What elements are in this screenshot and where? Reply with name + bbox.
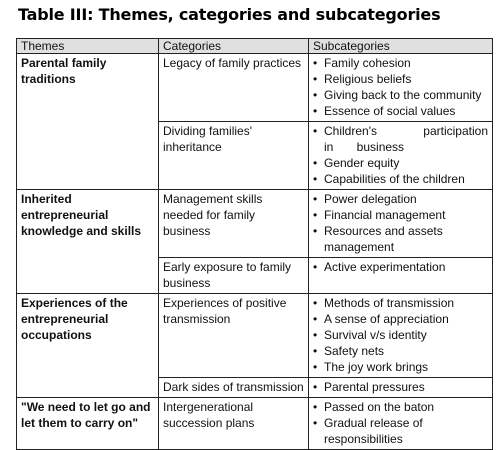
- list-item: [313, 295, 488, 311]
- list-item: [313, 415, 488, 447]
- bullet-icon: •: [313, 224, 318, 238]
- category-cell: Experiences of positive transmission: [159, 294, 309, 378]
- category-cell: Dark sides of transmission: [159, 378, 309, 398]
- subcategory-label: Survival v/s identity: [324, 328, 427, 342]
- list-item: [313, 155, 488, 171]
- bullet-icon: •: [313, 192, 318, 206]
- bullet-icon: •: [313, 208, 318, 222]
- subcategory-label: Power delegation: [324, 192, 417, 206]
- table-header: [17, 39, 493, 54]
- table-title: Table III: Themes, categories and subcategories: [18, 5, 441, 24]
- subcategory-list: [313, 379, 488, 395]
- subcategory-label: Gradual release of responsibilities: [324, 416, 423, 446]
- subcategory-list: [313, 259, 488, 275]
- header-themes: Themes: [17, 39, 159, 54]
- subcategory-cell: [309, 258, 493, 294]
- list-item: [313, 207, 488, 223]
- subcategory-label: Methods of transmission: [324, 296, 455, 310]
- list-item: [313, 103, 488, 119]
- bullet-icon: •: [313, 56, 318, 70]
- bullet-icon: •: [313, 360, 318, 374]
- subcategory-label: Safety nets: [324, 344, 385, 358]
- subcategory-label: Children's participation in business: [324, 124, 488, 154]
- list-item: [313, 311, 488, 327]
- list-item: [313, 399, 488, 415]
- bullet-icon: •: [313, 344, 318, 358]
- header-row: [17, 39, 493, 54]
- table-body: [17, 54, 493, 450]
- subcategory-cell: [309, 294, 493, 378]
- list-item: [313, 191, 488, 207]
- theme-cell: Experiences of the entrepreneurial occupations: [17, 294, 159, 398]
- subcategory-cell: [309, 398, 493, 450]
- bullet-icon: •: [313, 156, 318, 170]
- subcategory-list: [313, 295, 488, 375]
- subcategory-cell: [309, 54, 493, 122]
- subcategory-label: Parental pressures: [324, 380, 425, 394]
- subcategory-label: Religious beliefs: [324, 72, 412, 86]
- bullet-icon: •: [313, 416, 318, 430]
- category-cell: Intergenerational succession plans: [159, 398, 309, 450]
- bullet-icon: •: [313, 88, 318, 102]
- subcategory-list: [313, 399, 488, 447]
- bullet-icon: •: [313, 124, 318, 138]
- category-cell: Legacy of family practices: [159, 54, 309, 122]
- list-item: [313, 87, 488, 103]
- bullet-icon: •: [313, 172, 318, 186]
- bullet-icon: •: [313, 400, 318, 414]
- subcategory-label: Passed on the baton: [324, 400, 435, 414]
- list-item: [313, 359, 488, 375]
- subcategory-cell: [309, 122, 493, 190]
- header-subcategories: Subcategories: [309, 39, 493, 54]
- subcategory-label: Essence of social values: [324, 104, 456, 118]
- table-row: [17, 398, 493, 450]
- header-categories: Categories: [159, 39, 309, 54]
- bullet-icon: •: [313, 260, 318, 274]
- subcategory-label: The joy work brings: [324, 360, 429, 374]
- bullet-icon: •: [313, 72, 318, 86]
- subcategory-cell: [309, 378, 493, 398]
- subcategory-label: Active experimentation: [324, 260, 446, 274]
- themes-table: [16, 38, 493, 450]
- list-item: [313, 327, 488, 343]
- subcategory-label: Financial management: [324, 208, 446, 222]
- subcategory-label: Capabilities of the children: [324, 172, 465, 186]
- bullet-icon: •: [313, 328, 318, 342]
- subcategory-cell: [309, 190, 493, 258]
- bullet-icon: •: [313, 104, 318, 118]
- subcategory-label: Giving back to the community: [324, 88, 482, 102]
- bullet-icon: •: [313, 296, 318, 310]
- list-item: [313, 171, 488, 187]
- subcategory-label: Gender equity: [324, 156, 400, 170]
- table-row: [17, 190, 493, 258]
- theme-cell: Parental family traditions: [17, 54, 159, 190]
- list-item: [313, 223, 488, 255]
- category-cell: Early exposure to family business: [159, 258, 309, 294]
- subcategory-list: [313, 191, 488, 255]
- table-row: [17, 54, 493, 122]
- list-item: [313, 259, 488, 275]
- category-cell: Management skills needed for family business: [159, 190, 309, 258]
- list-item: [313, 71, 488, 87]
- subcategory-list: [313, 123, 488, 187]
- list-item: [313, 379, 488, 395]
- bullet-icon: •: [313, 312, 318, 326]
- theme-cell: "We need to let go and let them to carry on": [17, 398, 159, 450]
- subcategory-label: Resources and assets management: [324, 224, 443, 254]
- table-row: [17, 294, 493, 378]
- subcategory-label: A sense of appreciation: [324, 312, 449, 326]
- category-cell: Dividing families' inheritance: [159, 122, 309, 190]
- list-item: [313, 55, 488, 71]
- list-item: [313, 123, 488, 155]
- bullet-icon: •: [313, 380, 318, 394]
- theme-cell: Inherited entrepreneurial knowledge and skills: [17, 190, 159, 294]
- list-item: [313, 343, 488, 359]
- subcategory-label: Family cohesion: [324, 56, 411, 70]
- subcategory-list: [313, 55, 488, 119]
